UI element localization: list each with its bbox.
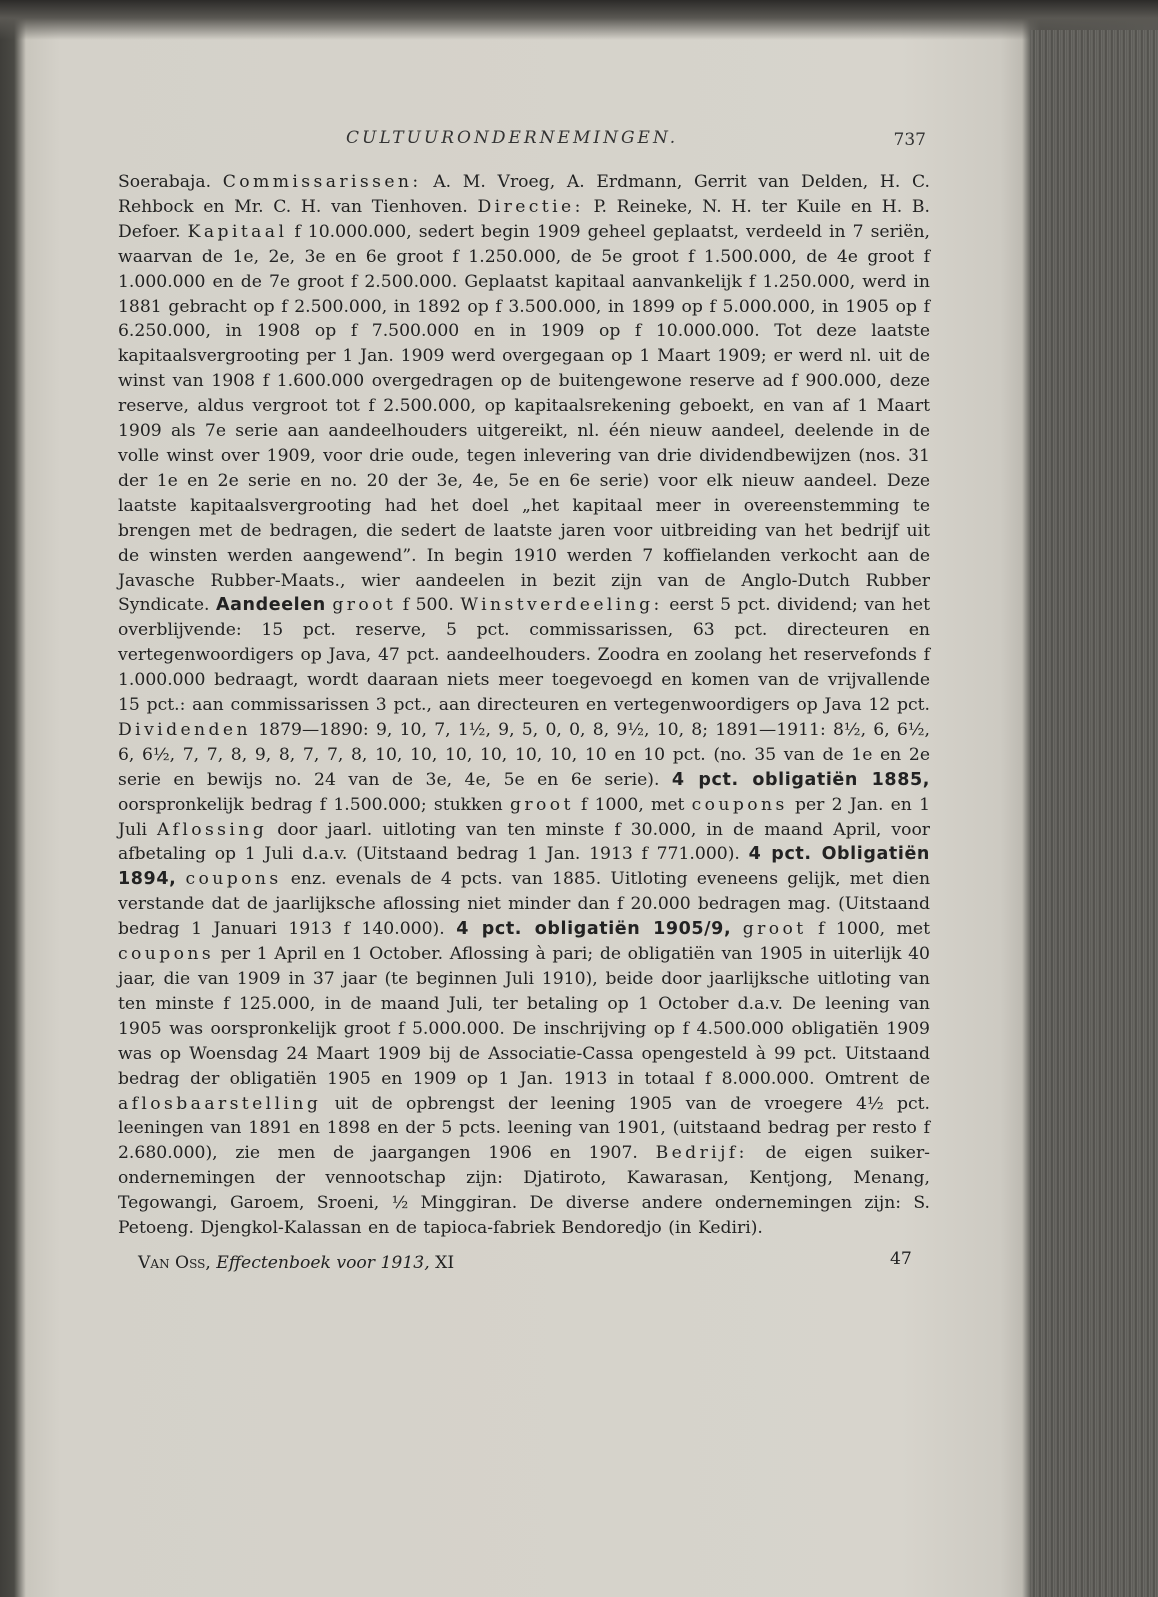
groot-label: groot: [742, 919, 807, 940]
text-run: 1879—1890: 9, 10, 7, 1½, 9, 5, 0, 0, 8, 9½, 10, 8; 1891—1911: 8½, 6, 6½, 6, 6½, 7, 7, 8, 9, 8, 7, 7, 8, 10, 10, 10, 10, 10, 10, 10 en 10 pct. (no. 35 van de 1e en 2e serie en bewijs no. 24 van de 3e, 4e, 5e en 6e serie).: [118, 719, 930, 790]
text-run: door jaarl. uitloting van ten minste f 30.000, in de maand April, voor afbetaling op 1 Juli d.a.v. (Uitstaand bedrag 1 Jan. 1913 f 771.000).: [118, 819, 931, 865]
text-run: f 1000, met: [581, 794, 685, 815]
bedrijf-label: Bedrijf:: [655, 1143, 748, 1164]
text-run: eerst 5 pct. dividend; van het overblijvende: 15 pct. reserve, 5 pct. commissarissen, 63 pct. directeuren en vertegenwoordigers op Java, 47 pct. aandeelhouders. Zoodra en zoolang het reservefonds f 1.000.000 bedraagt, wordt daaraan niets meer toegevoegd en komen van de vrijvallende 15 pct.: aan commissarissen 3 pct., aan directeuren en vertegenwoordigers op Java 12 pct.: [118, 595, 931, 716]
aandeelen-heading: Aandeelen: [216, 595, 326, 616]
text-run: Soerabaja.: [118, 172, 212, 192]
page-edges: [1030, 30, 1158, 1597]
footer-book-title: Effectenboek voor 1913,: [216, 1252, 430, 1273]
winstverdeeling-label: Winstverdeeling:: [460, 595, 663, 616]
obligatien-1905-heading: 4 pct. obligatiën 1905/9,: [456, 919, 732, 940]
top-shadow: [0, 0, 1158, 40]
directie-label: Directie:: [477, 196, 584, 217]
text-run: f 500.: [402, 595, 454, 616]
footer-signature: 47: [890, 1248, 912, 1269]
text-run: per 1 April en 1 October. Aflossing à pari; de obligatiën van 1905 in uiterlijk 40 jaar, die van 1909 in 37 jaar (te beginnen Juli 1910), beide door jaarlijksche uitloting van ten minste f 125.000, in de maand Juli, ter betaling op 1 October d.a.v. De leening van 1905 was oorspronkelijk groot f 5.000.000. De inschrijving op f 4.500.000 obligatiën 1909 was op Woensdag 24 Maart 1909 bij de Associatie-Cassa opengesteld à 99 pct. Uitstaand bedrag der obligatiën 1905 en 1909 op 1 Jan. 1913 in totaal f 8.000.000. Omtrent de: [118, 944, 930, 1089]
obligatien-1885-heading: 4 pct. obligatiën 1885,: [671, 769, 931, 790]
coupons-label: coupons: [691, 794, 788, 815]
groot-label: groot: [509, 794, 574, 815]
aflossing-label: Aflossing: [157, 819, 268, 840]
body-paragraph: [118, 170, 930, 1241]
groot-label: groot: [332, 595, 397, 616]
aflosbaarstelling-label: aflosbaarstelling: [118, 1093, 322, 1114]
text-run: per 2 Jan. en 1 Juli: [118, 794, 931, 840]
text-run: f 1000, met: [818, 919, 931, 940]
footer-volume: XI: [435, 1252, 455, 1273]
footer-imprint: [138, 1253, 454, 1273]
page-number: 737: [893, 130, 926, 150]
text-run: oorspronkelijk bedrag f 1.500.000; stukken: [118, 794, 503, 815]
text-run: de eigen suiker-ondernemingen der vennootschap zijn: Djatiroto, Kawarasan, Kentjong, Menang, Tegowangi, Garoem, Sroeni, ½ Minggiran. De diverse andere ondernemingen zijn: S. Petoeng. Djengkol-Kalassan en de tapioca-fabriek Bendoredjo (in Kediri).: [118, 1143, 930, 1239]
dividenden-label: Dividenden: [118, 719, 251, 740]
page-footer: [118, 1248, 930, 1281]
running-head: [118, 126, 930, 156]
kapitaal-label: Kapitaal: [187, 221, 288, 242]
text-run: enz. evenals de 4 pcts. van 1885. Uitloting eveneens gelijk, met dien verstande dat de jaarlijksche aflossing niet minder dan f 20.000 bedragen mag. (Uitstaand bedrag 1 Januari 1913 f 140.000).: [118, 869, 931, 940]
text-run: P. Reineke, N. H. ter Kuile en H. B. Defoer.: [118, 196, 930, 242]
commissarissen-label: Commissarissen:: [222, 172, 422, 192]
obligatien-1894-heading: 4 pct. Obligatiën 1894,: [118, 844, 930, 890]
text-run: uit de opbrengst der leening 1905 van de vroegere 4½ pct. leeningen van 1891 en 1898 en der 5 pcts. leening van 1901, (uitstaand bedrag per resto f 2.680.000), zie men de jaargangen 1906 en 1907.: [118, 1093, 931, 1164]
coupons-label: coupons: [185, 869, 282, 890]
footer-author: Van Oss,: [138, 1252, 211, 1273]
running-title: CULTUURONDERNEMINGEN.: [346, 128, 679, 148]
text-run: f 10.000.000, sedert begin 1909 geheel geplaatst, verdeeld in 7 seriën, waarvan de 1e, 2e, 3e en 6e groot f 1.250.000, de 5e groot f 1.500.000, de 4e groot f 1.000.000 en de 7e groot f 2.500.000. Geplaatst kapitaal aanvankelijk f 1.250.000, werd in 1881 gebracht op f 2.500.000, in 1892 op f 3.500.000, in 1899 op f 5.000.000, in 1905 op f 6.250.000, in 1908 op f 7.500.000 en in 1909 op f 10.000.000. Tot deze laatste kapitaalsvergrooting per 1 Jan. 1909 werd overgegaan op 1 Maart 1909; er werd nl. uit de winst van 1908 f 1.600.000 overgedragen op de buitengewone reserve ad f 900.000, deze reserve, aldus vergroot tot f 2.500.000, op kapitaalsrekening geboekt, en van af 1 Maart 1909 als 7e serie aan aandeelhouders uitgereikt, nl. één nieuw aandeel, deelende in de volle winst over 1909, voor drie oude, tegen inlevering van drie dividendbewijzen (nos. 31 der 1e en 2e serie en no. 20 der 3e, 4e, 5e en 6e serie) voor elk nieuw aandeel. Deze laatste kapitaalsvergrooting had het doel „het kapitaal meer in overeenstemming te brengen met de bedragen, die sedert de laatste jaren voor uitbreiding van het bedrijf uit de winsten werden aangewend”. In begin 1910 werden 7 koffielanden verkocht aan de Javasche Rubber-Maats., wier aandeelen in bezit zijn van de Anglo-Dutch Rubber Syndicate.: [118, 221, 931, 616]
book-page: [118, 126, 930, 1516]
text-run: A. M. Vroeg, A. Erdmann, Gerrit van Delden, H. C. Rehbock en Mr. C. H. van Tienhoven.: [118, 172, 930, 217]
coupons-label: coupons: [118, 944, 215, 965]
